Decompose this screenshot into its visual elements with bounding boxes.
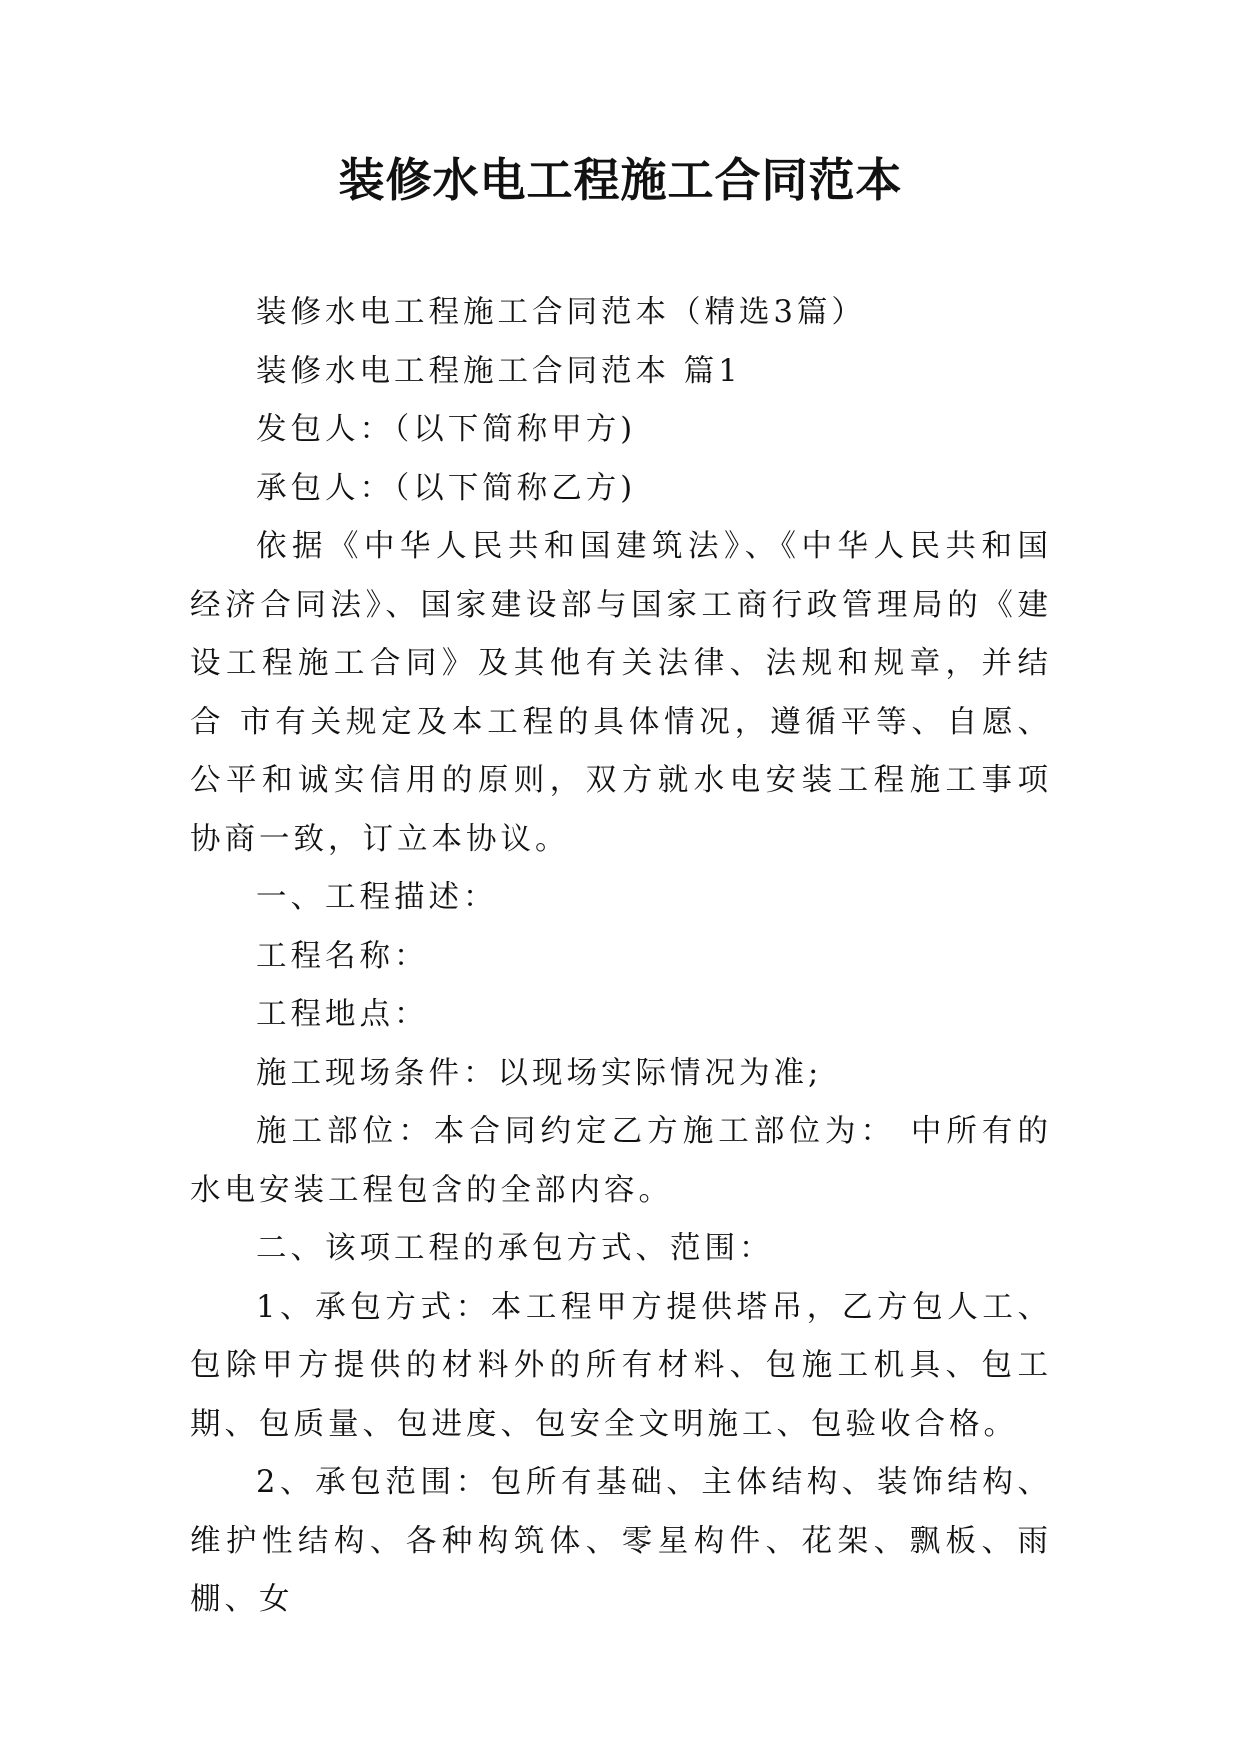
paragraph-construction-scope-parts: 施工部位：本合同约定乙方施工部位为： 中所有的水电安装工程包含的全部内容。 — [190, 1114, 1052, 1208]
paragraph-collection-title: 装修水电工程施工合同范本（精选3篇） — [256, 295, 866, 330]
paragraph-project-location: 工程地点： — [256, 997, 429, 1032]
paragraph-project-description-heading: 一、工程描述： — [256, 880, 498, 915]
document-body — [190, 284, 1052, 1630]
paragraph-contract-scope: 2、承包范围：包所有基础、主体结构、装饰结构、维护性结构、各种构筑体、零星构件、花架、飘板、雨棚、女 — [190, 1465, 1052, 1617]
paragraph-section-heading: 装修水电工程施工合同范本 篇1 — [256, 353, 742, 389]
paragraph-contract-method-heading: 二、该项工程的承包方式、范围： — [256, 1231, 774, 1266]
paragraph-site-conditions: 施工现场条件：以现场实际情况为准; — [256, 1055, 823, 1091]
document-title: 装修水电工程施工合同范本 — [338, 153, 903, 207]
paragraph-employer: 发包人：（以下简称甲方) — [256, 412, 637, 447]
paragraph-legal-basis: 依据《中华人民共和国建筑法》、《中华人民共和国经济合同法》、国家建设部与国家工商行政管理局的《建设工程施工合同》及其他有关法律、法规和规章，并结合 市有关规定及本工程的具体情况，遵循平等、自愿、公平和诚实信用的原则，双方就水电安装工程施工事项协商一致，订立本协议。 — [190, 529, 1052, 857]
paragraph-contractor: 承包人：（以下简称乙方) — [256, 470, 637, 506]
paragraph-contract-method: 1、承包方式：本工程甲方提供塔吊，乙方包人工、包除甲方提供的材料外的所有材料、包施工机具、包工期、包质量、包进度、包安全文明施工、包验收合格。 — [190, 1289, 1052, 1442]
paragraph-project-name: 工程名称： — [256, 938, 429, 974]
